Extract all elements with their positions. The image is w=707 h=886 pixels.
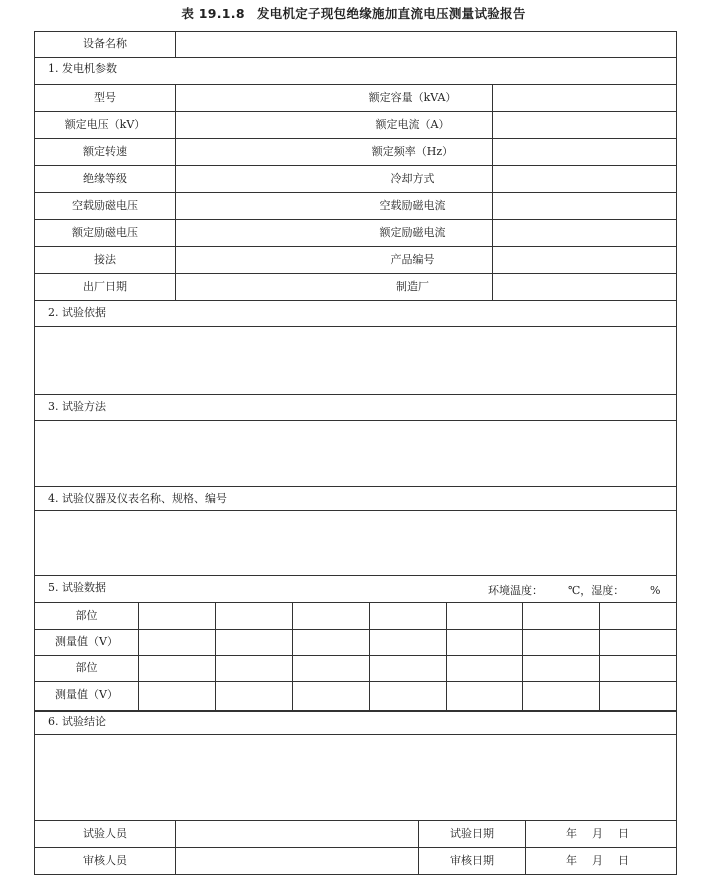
divider	[34, 273, 677, 274]
review-date-label: 审核日期	[450, 854, 494, 867]
conclusion-form	[34, 711, 677, 875]
param-label-rated-frequency: 额定频率（Hz）	[371, 145, 454, 158]
divider	[34, 681, 677, 682]
divider	[34, 84, 677, 85]
divider	[34, 138, 677, 139]
divider	[34, 575, 677, 576]
param-label-manufacturer: 制造厂	[396, 280, 429, 293]
review-date-month: 月	[592, 854, 603, 867]
param-label-factory-date: 出厂日期	[83, 280, 127, 293]
divider	[292, 602, 293, 711]
divider	[34, 394, 677, 395]
param-label-insulation-class: 绝缘等级	[83, 172, 127, 185]
param-label-connection: 接法	[94, 253, 116, 266]
divider	[34, 57, 677, 58]
divider	[34, 486, 677, 487]
divider	[34, 655, 677, 656]
divider	[34, 420, 677, 421]
divider	[175, 820, 176, 875]
table-number: 表 19.1.8	[181, 6, 245, 21]
divider	[34, 219, 677, 220]
divider	[522, 602, 523, 711]
test-date-label: 试验日期	[450, 827, 494, 840]
section-conclusion: 6. 试验结论	[48, 715, 106, 728]
divider	[369, 602, 370, 711]
section-instruments: 4. 试验仪器及仪表名称、规格、编号	[48, 492, 227, 505]
env-humidity-unit: %	[650, 584, 661, 597]
divider	[34, 820, 677, 821]
divider	[34, 510, 677, 511]
section-test-method: 3. 试验方法	[48, 400, 106, 413]
device-name-label: 设备名称	[83, 37, 127, 50]
divider	[215, 602, 216, 711]
page-title	[0, 4, 707, 22]
data-row-label-position: 部位	[75, 661, 98, 674]
divider	[34, 246, 677, 247]
divider	[34, 602, 677, 603]
param-label-rated-exc-voltage: 额定励磁电压	[72, 226, 138, 239]
data-row-label-value: 测量值（V）	[55, 635, 118, 648]
env-temp-label: 环境温度：	[488, 584, 543, 597]
divider	[34, 734, 677, 735]
divider	[34, 111, 677, 112]
env-temp-unit: ℃，湿度：	[568, 584, 625, 597]
param-label-rated-current: 额定电流（A）	[375, 118, 450, 131]
divider	[34, 192, 677, 193]
review-date-year: 年	[566, 854, 577, 867]
reviewer-label: 审核人员	[83, 854, 127, 867]
divider	[599, 602, 600, 711]
divider	[525, 820, 526, 875]
data-row-label-position: 部位	[75, 609, 98, 622]
section-generator-params: 1. 发电机参数	[48, 62, 117, 75]
test-date-year: 年	[566, 827, 577, 840]
param-label-product-no: 产品编号	[390, 253, 435, 266]
param-label-rated-voltage: 额定电压（kV）	[64, 118, 146, 131]
divider	[34, 300, 677, 301]
divider	[446, 602, 447, 711]
test-date-month: 月	[592, 827, 603, 840]
param-label-noload-exc-current: 空载励磁电流	[379, 199, 446, 212]
test-date-day: 日	[618, 827, 629, 840]
divider	[138, 602, 139, 711]
param-label-model: 型号	[94, 91, 116, 104]
param-label-rated-capacity: 额定容量（kVA）	[368, 91, 457, 104]
divider	[34, 847, 677, 848]
tester-label: 试验人员	[83, 827, 127, 840]
param-label-cooling: 冷却方式	[390, 172, 435, 185]
review-date-day: 日	[618, 854, 629, 867]
data-row-label-value: 测量值（V）	[55, 688, 118, 701]
device-name-field[interactable]	[176, 32, 676, 57]
divider	[34, 165, 677, 166]
section-test-data: 5. 试验数据	[48, 581, 106, 594]
param-label-noload-exc-voltage: 空载励磁电压	[72, 199, 138, 212]
section-test-basis: 2. 试验依据	[48, 306, 106, 319]
param-label-rated-speed: 额定转速	[83, 145, 127, 158]
table-title: 发电机定子现包绝缘施加直流电压测量试验报告	[256, 6, 526, 21]
divider	[34, 326, 677, 327]
divider	[34, 629, 677, 630]
param-label-rated-exc-current: 额定励磁电流	[379, 226, 446, 239]
